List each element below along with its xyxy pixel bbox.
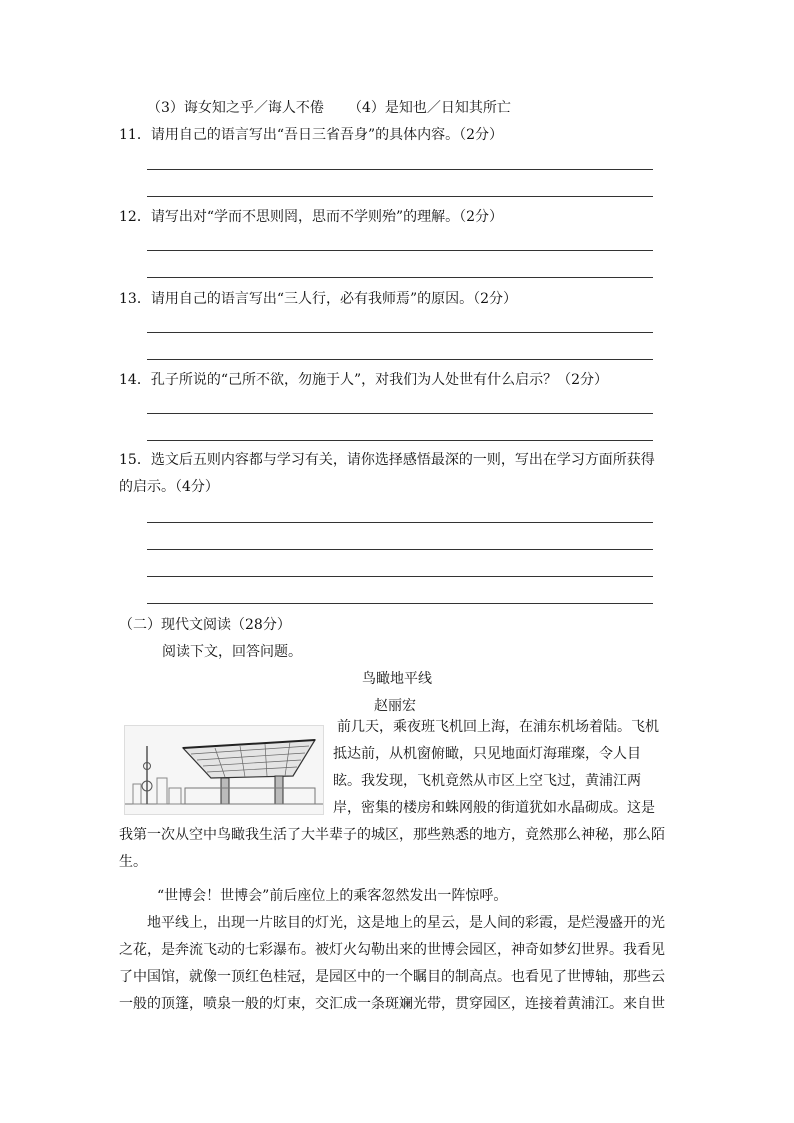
answer-item-4: （4）是知也／日知其所亡 (348, 100, 511, 116)
answer-line[interactable] (147, 440, 653, 441)
answer-line[interactable] (147, 359, 653, 360)
section-heading: （二）现代文阅读（28分） (119, 617, 291, 633)
answer-line[interactable] (147, 196, 653, 197)
instruction: 阅读下文，回答问题。 (162, 644, 302, 660)
question-15: 15．选文后五则内容都与学习有关，请你选择感悟最深的一则，写出在学习方面所获得的启示。（4分） (119, 452, 655, 495)
question-11: 11．请用自己的语言写出“吾日三省吾身”的具体内容。（2分） (119, 127, 504, 143)
answer-line[interactable] (147, 413, 653, 414)
answer-line[interactable] (147, 332, 653, 333)
answer-line[interactable] (147, 277, 653, 278)
article-title: 鸟瞰地平线 (362, 671, 432, 687)
answer-line[interactable] (147, 549, 653, 550)
question-14: 14．孔子所说的“己所不欲，勿施于人”，对我们为人处世有什么启示？（2分） (119, 372, 609, 388)
article-paragraph-1 (119, 714, 667, 876)
answer-line[interactable] (147, 169, 653, 170)
answer-item-3: （3）诲女知之乎／诲人不倦 (147, 100, 324, 116)
answer-line[interactable] (147, 522, 653, 523)
question-13: 13．请用自己的语言写出“三人行，必有我师焉”的原因。（2分） (119, 291, 518, 307)
article-paragraph-3: 地平线上，出现一片眩目的灯光，这是地上的星云，是人间的彩霞，是烂漫盛开的光之花，是奔流飞动的七彩瀑布。被灯火勾勒出来的世博会园区，神奇如梦幻世界。我看见了中国馆，就像一顶红色桂冠，是园区中的一个瞩目的制高点。也看见了世博轴，那些云一般的顶篷，喷泉一般的灯束，交汇成一条斑斓光带，贯穿园区，连接着黄浦江。来自世 (119, 915, 665, 1012)
answer-line[interactable] (147, 250, 653, 251)
paragraph-1-text: 前几天，乘夜班飞机回上海，在浦东机场着陆。飞机抵达前，从机窗俯瞰，只见地面灯海璀璨，令人目眩。我发现，飞机竟然从市区上空飞过，黄浦江两岸，密集的楼房和蛛网般的街道犹如水晶砌成。这是我第一次从空中鸟瞰我生活了大半辈子的城区，那些熟悉的地方，竟然那么神秘，那么陌生。 (119, 719, 665, 870)
article-author: 赵丽宏 (374, 698, 416, 714)
answer-line[interactable] (147, 603, 653, 604)
article-paragraph-2: “世博会！世博会”前后座位上的乘客忽然发出一阵惊呼。 (157, 888, 508, 904)
question-12: 12．请写出对“学而不思则罔，思而不学则殆”的理解。（2分） (119, 209, 504, 225)
answer-line[interactable] (147, 576, 653, 577)
